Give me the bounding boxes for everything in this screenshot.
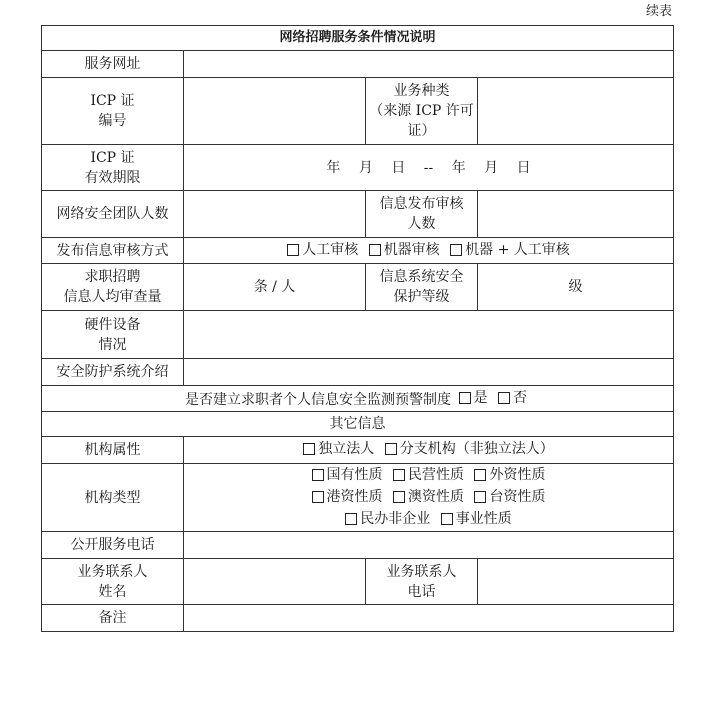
icp-number-row	[42, 78, 674, 145]
org-type-foreign-option[interactable]: 外资性质	[474, 465, 545, 485]
checkbox[interactable]	[312, 491, 324, 503]
org-type-line-3	[186, 509, 671, 531]
monitoring-row	[42, 386, 674, 412]
hardware-row	[42, 311, 674, 359]
review-manual-option[interactable]: 人工审核	[287, 240, 358, 260]
security-level-value[interactable]: 级	[478, 264, 674, 311]
avg-review-label: 求职招聘 信息人均审查量	[42, 264, 184, 311]
org-independent-option[interactable]: 独立法人	[303, 439, 374, 459]
org-type-macau-option[interactable]: 澳资性质	[393, 487, 464, 507]
date-month-start: 月	[358, 159, 373, 176]
date-month-end: 月	[484, 159, 499, 176]
date-separator: --	[423, 159, 434, 176]
org-type-nonenterprise-option[interactable]: 民办非企业	[345, 509, 430, 529]
review-method-label: 发布信息审核方式	[42, 238, 184, 264]
checkbox[interactable]	[474, 469, 486, 481]
monitoring-no-option[interactable]: 否	[498, 388, 527, 408]
avg-review-value[interactable]: 条 / 人	[184, 264, 366, 311]
remarks-label: 备注	[42, 605, 184, 632]
contact-phone-label: 业务联系人 电话	[366, 559, 478, 605]
review-combined-option[interactable]: 机器 + 人工审核	[450, 240, 570, 260]
remarks-row	[42, 605, 674, 632]
continued-label: 续表	[645, 4, 672, 19]
contact-phone-value[interactable]	[478, 559, 674, 605]
org-type-taiwan-option[interactable]: 台资性质	[474, 487, 545, 507]
business-type-value[interactable]	[478, 78, 674, 145]
info-review-staff-value[interactable]	[478, 191, 674, 238]
review-machine-option[interactable]: 机器审核	[369, 240, 440, 260]
security-team-value[interactable]	[184, 191, 366, 238]
review-method-options	[184, 238, 674, 264]
org-attribute-label: 机构属性	[42, 437, 184, 464]
org-attribute-options	[184, 437, 674, 464]
org-type-label: 机构类型	[42, 464, 184, 532]
checkbox[interactable]	[498, 392, 510, 404]
date-year-end: 年	[451, 159, 466, 176]
checkbox[interactable]	[385, 443, 397, 455]
security-level-label: 信息系统安全 保护等级	[366, 264, 478, 311]
contact-name-label: 业务联系人 姓名	[42, 559, 184, 605]
monitoring-question	[42, 386, 674, 412]
org-attribute-row	[42, 437, 674, 464]
title-row	[42, 26, 674, 51]
checkbox[interactable]	[459, 392, 471, 404]
review-method-row	[42, 238, 674, 264]
protection-system-label: 安全防护系统介绍	[42, 359, 184, 386]
contact-name-value[interactable]	[184, 559, 366, 605]
date-day-end: 日	[516, 159, 531, 176]
checkbox[interactable]	[393, 469, 405, 481]
org-type-state-option[interactable]: 国有性质	[312, 465, 383, 485]
checkbox[interactable]	[303, 443, 315, 455]
service-url-label: 服务网址	[42, 51, 184, 78]
org-type-options	[184, 464, 674, 532]
recruitment-service-form	[41, 25, 674, 632]
date-year-start: 年	[326, 159, 341, 176]
checkbox[interactable]	[345, 513, 357, 525]
icp-number-label: ICP 证 编号	[42, 78, 184, 145]
business-type-label: 业务种类 （来源 ICP 许可 证）	[366, 78, 478, 145]
contact-row	[42, 559, 674, 605]
org-type-line-2	[186, 487, 671, 509]
checkbox[interactable]	[369, 244, 381, 256]
org-type-hk-option[interactable]: 港资性质	[312, 487, 383, 507]
info-review-staff-label: 信息发布审核 人数	[366, 191, 478, 238]
org-branch-option[interactable]: 分支机构（非独立法人）	[385, 439, 554, 459]
checkbox[interactable]	[474, 491, 486, 503]
icp-validity-value[interactable]	[184, 145, 674, 191]
staff-row	[42, 191, 674, 238]
hardware-label: 硬件设备 情况	[42, 311, 184, 359]
other-info-row	[42, 412, 674, 437]
other-info-heading: 其它信息	[42, 412, 674, 437]
hardware-value[interactable]	[184, 311, 674, 359]
monitoring-question-text: 是否建立求职者个人信息安全监测预警制度	[185, 391, 452, 408]
public-phone-label: 公开服务电话	[42, 532, 184, 559]
review-volume-row	[42, 264, 674, 311]
form-title: 网络招聘服务条件情况说明	[42, 26, 674, 51]
icp-validity-label: ICP 证 有效期限	[42, 145, 184, 191]
checkbox[interactable]	[393, 491, 405, 503]
service-url-value[interactable]	[184, 51, 674, 78]
icp-validity-row	[42, 145, 674, 191]
protection-system-value[interactable]	[184, 359, 674, 386]
org-type-line-1	[186, 465, 671, 487]
org-type-private-option[interactable]: 民营性质	[393, 465, 464, 485]
protection-row	[42, 359, 674, 386]
icp-number-value[interactable]	[184, 78, 366, 145]
public-phone-value[interactable]	[184, 532, 674, 559]
checkbox[interactable]	[287, 244, 299, 256]
org-type-institution-option[interactable]: 事业性质	[441, 509, 512, 529]
checkbox[interactable]	[312, 469, 324, 481]
checkbox[interactable]	[450, 244, 462, 256]
public-phone-row	[42, 532, 674, 559]
remarks-value[interactable]	[184, 605, 674, 632]
security-team-label: 网络安全团队人数	[42, 191, 184, 238]
checkbox[interactable]	[441, 513, 453, 525]
org-type-row	[42, 464, 674, 532]
service-url-row	[42, 51, 674, 78]
date-day-start: 日	[391, 159, 406, 176]
monitoring-yes-option[interactable]: 是	[459, 388, 488, 408]
